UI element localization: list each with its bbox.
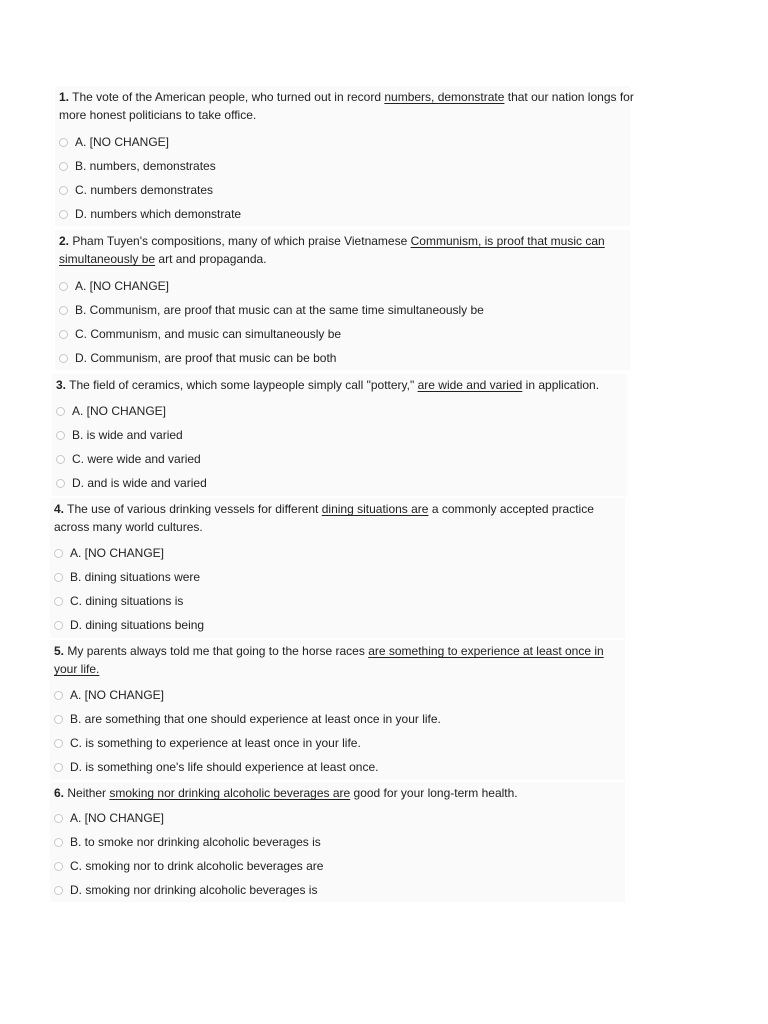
radio-icon[interactable] [54, 838, 63, 847]
prompt-text: in application. [525, 378, 600, 392]
answer-option-c[interactable] [54, 735, 361, 751]
answer-option-d[interactable] [54, 759, 378, 775]
underlined-text: smoking nor drinking alcoholic beverages are [109, 786, 351, 800]
underlined-text: numbers, demonstrate [384, 90, 505, 104]
option-label: D. dining situations being [70, 618, 205, 632]
answer-option-b[interactable] [54, 711, 441, 727]
option-label: C. were wide and varied [72, 452, 201, 466]
answer-option-d[interactable] [59, 206, 241, 222]
option-label: D. numbers which demonstrate [75, 207, 242, 221]
radio-icon[interactable] [59, 138, 68, 147]
radio-icon[interactable] [59, 186, 68, 195]
option-label: B. is wide and varied [72, 428, 183, 442]
option-label: C. is something to experience at least once in your life. [70, 736, 361, 750]
option-label: A. [NO CHANGE] [75, 135, 170, 149]
option-label: D. is something one's life should experience at least once. [70, 760, 379, 774]
answer-option-a[interactable] [59, 134, 169, 150]
radio-icon[interactable] [56, 455, 65, 464]
radio-icon[interactable] [54, 691, 63, 700]
answer-option-b[interactable] [59, 302, 484, 318]
radio-icon[interactable] [54, 886, 63, 895]
answer-option-a[interactable] [56, 403, 166, 419]
option-label: C. dining situations is [70, 594, 184, 608]
option-label: C. numbers demonstrates [75, 183, 214, 197]
answer-option-b[interactable] [59, 158, 216, 174]
option-label: A. [NO CHANGE] [70, 688, 165, 702]
radio-icon[interactable] [54, 862, 63, 871]
answer-option-b[interactable] [54, 834, 321, 850]
underlined-text: Communism, is proof that music can simultaneously be [59, 234, 605, 266]
radio-icon[interactable] [59, 354, 68, 363]
answer-option-b[interactable] [56, 427, 183, 443]
prompt-text: The use of various drinking vessels for different [67, 502, 319, 516]
prompt-text: Pham Tuyen's compositions, many of which praise Vietnamese [72, 234, 408, 248]
underlined-text: are something to experience at least once in your life. [54, 644, 604, 676]
answer-option-a[interactable] [54, 545, 164, 561]
question-5 [50, 640, 625, 780]
radio-icon[interactable] [59, 282, 68, 291]
radio-icon[interactable] [54, 763, 63, 772]
answer-option-a[interactable] [54, 687, 164, 703]
radio-icon[interactable] [54, 597, 63, 606]
radio-icon[interactable] [56, 479, 65, 488]
answer-option-a[interactable] [54, 810, 164, 826]
option-label: D. and is wide and varied [72, 476, 207, 490]
radio-icon[interactable] [54, 715, 63, 724]
question-number: 2. [59, 234, 70, 248]
radio-icon[interactable] [54, 739, 63, 748]
question-number: 5. [54, 644, 65, 658]
question-prompt [59, 88, 634, 124]
question-number: 6. [54, 786, 65, 800]
question-4 [50, 498, 625, 638]
option-label: B. dining situations were [70, 570, 201, 584]
question-prompt [54, 642, 629, 678]
radio-icon[interactable] [54, 549, 63, 558]
option-label: A. [NO CHANGE] [70, 546, 165, 560]
answer-option-c[interactable] [54, 593, 183, 609]
answer-option-d[interactable] [56, 475, 207, 491]
prompt-text: a commonly accepted practice across many world cultures. [54, 502, 594, 534]
prompt-text: The field of ceramics, which some laypeople simply call "pottery," [69, 378, 415, 392]
option-label: C. Communism, and music can simultaneously be [75, 327, 342, 341]
option-label: B. numbers, demonstrates [75, 159, 216, 173]
underlined-text: are wide and varied [417, 378, 523, 392]
question-1 [55, 86, 634, 226]
prompt-text: My parents always told me that going to the horse races [67, 644, 365, 658]
radio-icon[interactable] [54, 573, 63, 582]
prompt-text: art and propaganda. [158, 252, 267, 266]
prompt-text: Neither [67, 786, 107, 800]
answer-option-c[interactable] [54, 858, 323, 874]
question-prompt [59, 232, 634, 268]
answer-option-a[interactable] [59, 278, 169, 294]
radio-icon[interactable] [54, 814, 63, 823]
answer-option-c[interactable] [59, 182, 213, 198]
question-3 [52, 374, 627, 496]
option-label: B. Communism, are proof that music can at the same time simultaneously be [75, 303, 484, 317]
prompt-text: good for your long-term health. [353, 786, 518, 800]
question-6 [50, 782, 625, 902]
option-label: A. [NO CHANGE] [70, 811, 165, 825]
question-number: 4. [54, 502, 65, 516]
answer-option-d[interactable] [54, 882, 317, 898]
option-label: D. smoking nor drinking alcoholic beverages is [70, 883, 318, 897]
underlined-text: dining situations are [321, 502, 429, 516]
question-prompt [54, 784, 629, 802]
question-number: 1. [59, 90, 70, 104]
prompt-text: that our nation longs for more honest politicians to take office. [59, 90, 634, 122]
answer-option-d[interactable] [54, 617, 204, 633]
answer-option-c[interactable] [56, 451, 201, 467]
option-label: A. [NO CHANGE] [75, 279, 170, 293]
option-label: D. Communism, are proof that music can be both [75, 351, 337, 365]
radio-icon[interactable] [59, 210, 68, 219]
option-label: A. [NO CHANGE] [72, 404, 167, 418]
question-prompt [54, 500, 629, 536]
answer-option-d[interactable] [59, 350, 336, 366]
question-2 [55, 230, 630, 370]
radio-icon[interactable] [59, 162, 68, 171]
radio-icon[interactable] [59, 330, 68, 339]
option-label: B. are something that one should experience at least once in your life. [70, 712, 441, 726]
option-label: B. to smoke nor drinking alcoholic beverages is [70, 835, 321, 849]
question-number: 3. [56, 378, 67, 392]
radio-icon[interactable] [54, 621, 63, 630]
radio-icon[interactable] [56, 431, 65, 440]
option-label: C. smoking nor to drink alcoholic beverages are [70, 859, 324, 873]
radio-icon[interactable] [56, 407, 65, 416]
prompt-text: The vote of the American people, who turned out in record [72, 90, 381, 104]
question-prompt [56, 376, 631, 394]
answer-option-c[interactable] [59, 326, 341, 342]
answer-option-b[interactable] [54, 569, 200, 585]
radio-icon[interactable] [59, 306, 68, 315]
